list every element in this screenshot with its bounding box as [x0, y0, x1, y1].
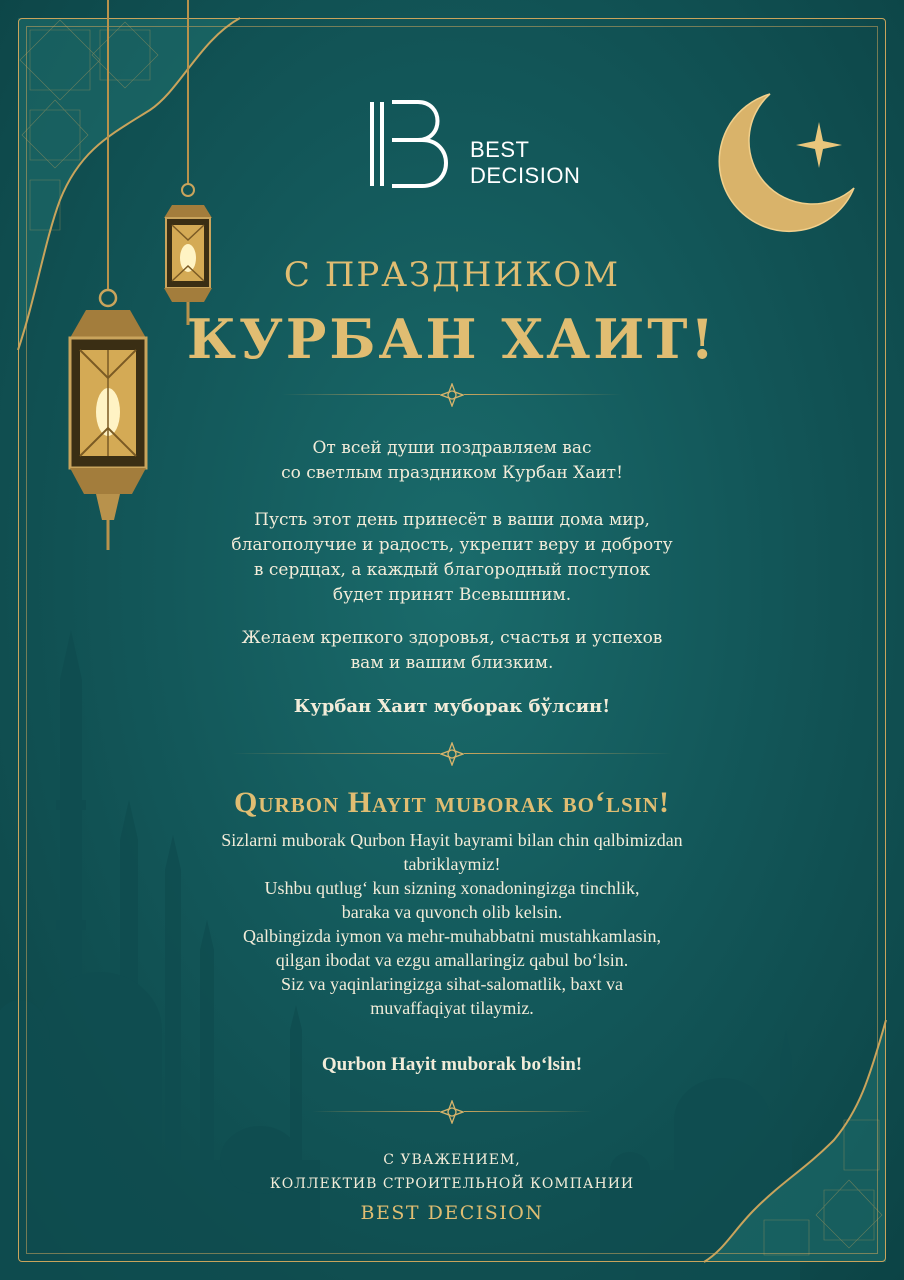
text-line: tabriklaymiz!	[403, 854, 501, 874]
text-line: Siz va yaqinlaringizga sihat-salomatlik, baxt va	[281, 974, 623, 994]
logo-text	[470, 137, 580, 189]
text-line: muvaffaqiyat tilaymiz.	[370, 998, 534, 1018]
uz-title: Qurbon Hayit muborak bo‘lsin!	[234, 786, 670, 819]
uz-paragraph	[0, 828, 904, 1020]
heading-line-2: КУРБАН ХАИТ!	[186, 307, 718, 371]
ru-paragraph-2	[0, 508, 904, 608]
text-line: От всей души поздравляем вас	[312, 438, 592, 458]
logo-line-2: DECISION	[470, 163, 581, 188]
text-line: Пусть этот день принесёт в ваши дома мир,	[254, 510, 650, 530]
ru-closing: Курбан Хаит муборак бўлсин!	[293, 696, 611, 717]
text-line: Sizlarni muborak Qurbon Hayit bayrami bilan chin qalbimizdan	[221, 830, 683, 850]
text-line: Ushbu qutlug‘ kun sizning xonadoningizga tinchlik,	[264, 878, 640, 898]
ru-paragraph-1	[0, 436, 904, 486]
ornament-icon	[440, 742, 464, 766]
corner-ornament-bottom-right	[644, 1000, 904, 1280]
logo-line-1: BEST	[470, 137, 530, 162]
ru-paragraph-3	[0, 626, 904, 676]
text-line: в сердцах, а каждый благородный поступок	[253, 560, 651, 580]
ornament-icon	[440, 383, 464, 407]
star-icon	[796, 122, 842, 168]
text-line: baraka va quvonch olib kelsin.	[341, 902, 563, 922]
divider	[312, 1100, 592, 1124]
text-line: будет принят Всевышним.	[332, 585, 572, 605]
heading-line-1: С ПРАЗДНИКОМ	[283, 255, 621, 295]
divider	[282, 383, 622, 407]
divider	[232, 742, 672, 766]
ornament-icon	[440, 1100, 464, 1124]
signature-line-2: КОЛЛЕКТИВ СТРОИТЕЛЬНОЙ КОМПАНИИ	[269, 1176, 635, 1192]
text-line: qilgan ibodat va ezgu amallaringiz qabul bo‘lsin.	[275, 950, 629, 970]
text-line: со светлым праздником Курбан Хаит!	[281, 463, 623, 483]
signature-company: BEST DECISION	[360, 1202, 544, 1224]
text-line: вам и вашим близким.	[350, 653, 554, 673]
logo-b-icon	[366, 96, 462, 192]
text-line: благополучие и радость, укрепит веру и доброту	[231, 535, 673, 555]
text-line: Желаем крепкого здоровья, счастья и успехов	[241, 628, 663, 648]
signature-line-1: С УВАЖЕНИЕМ,	[383, 1152, 521, 1168]
uz-closing: Qurbon Hayit muborak bo‘lsin!	[321, 1054, 583, 1075]
text-line: Qalbingizda iymon va mehr-muhabbatni mustahkamlasin,	[242, 926, 662, 946]
